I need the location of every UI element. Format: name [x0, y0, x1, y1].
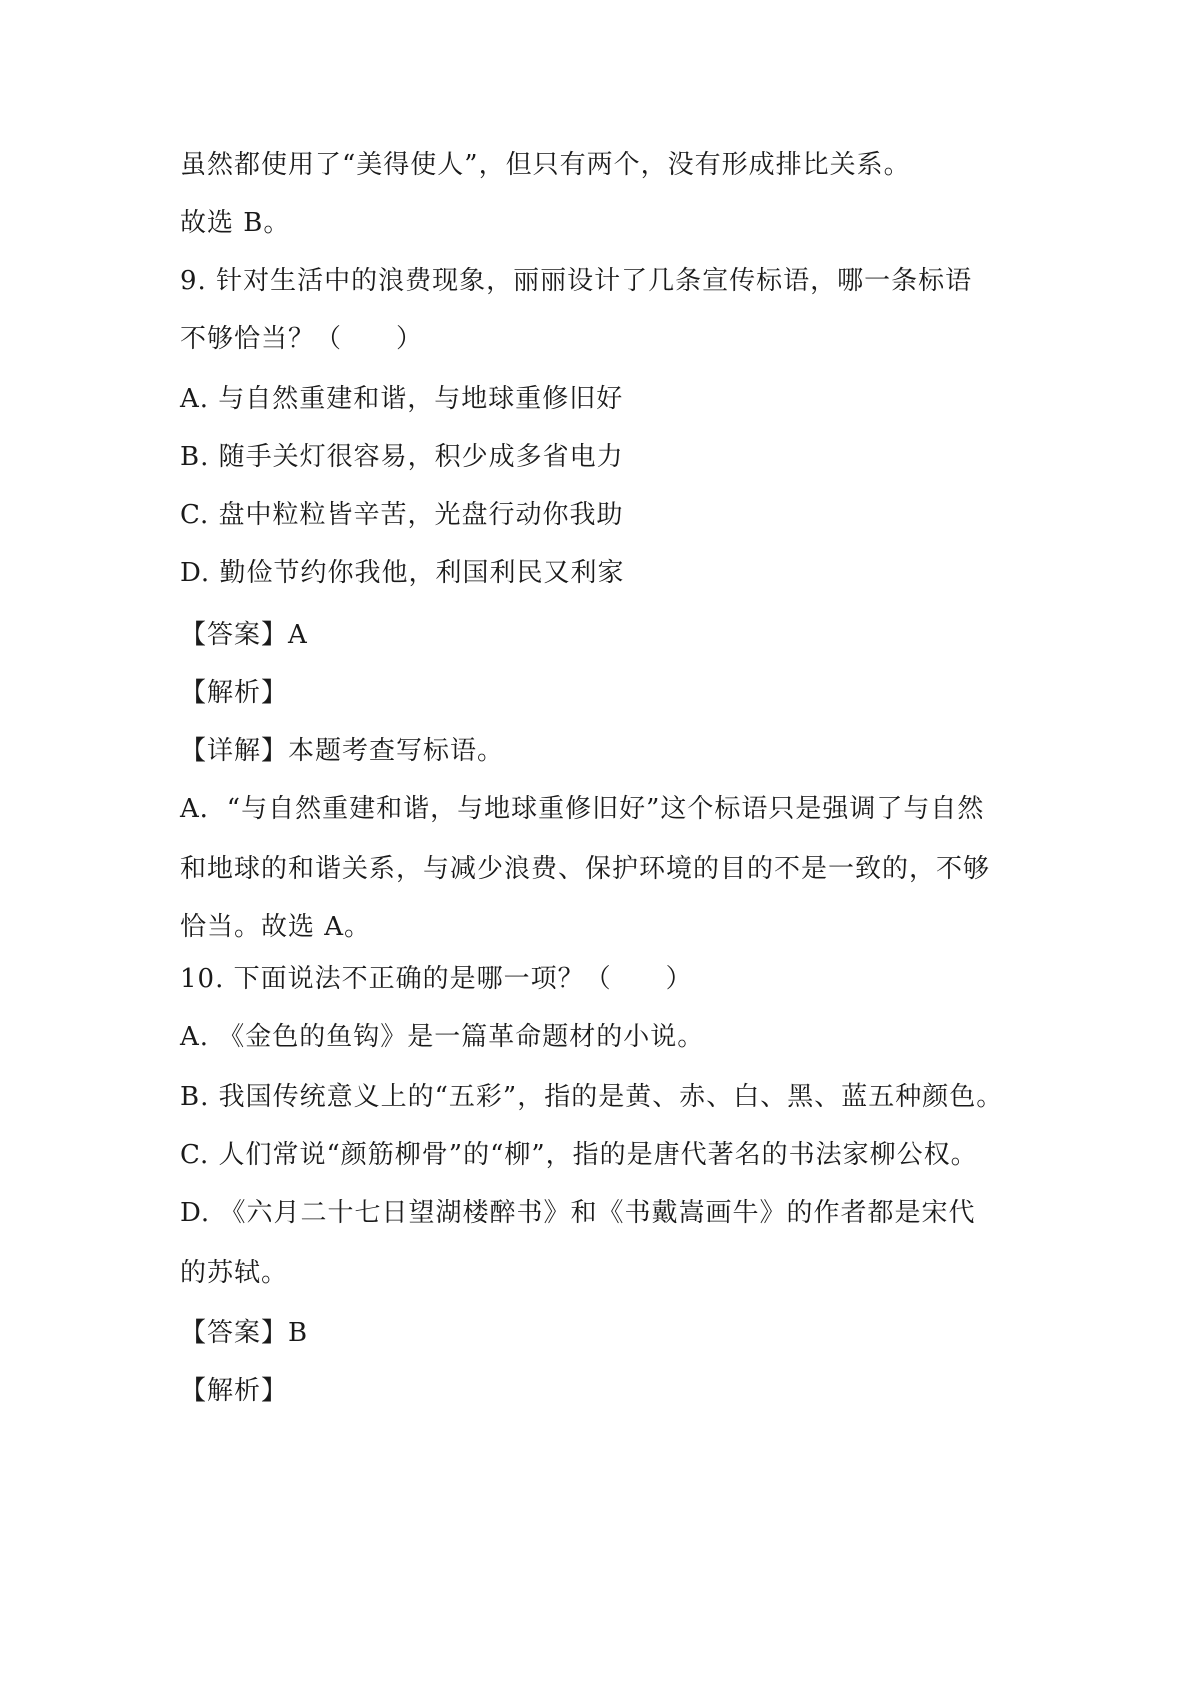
question-10-option-a: A. 《金色的鱼钩》是一篇革命题材的小说。 [180, 1022, 705, 1052]
question-10-option-c: C. 人们常说“颜筋柳骨”的“柳”，指的是唐代著名的书法家柳公权。 [180, 1140, 978, 1170]
question-10-answer: 【答案】B [180, 1318, 309, 1348]
question-9-option-c: C. 盘中粒粒皆辛苦，光盘行动你我助 [180, 500, 624, 530]
question-10-option-d: D. 《六月二十七日望湖楼醉书》和《书戴嵩画牛》的作者都是宋代 [180, 1198, 976, 1228]
text-line-prev-conclusion: 虽然都使用了“美得使人”，但只有两个，没有形成排比关系。 [180, 150, 911, 180]
question-9-explanation-1: A．“与自然重建和谐，与地球重修旧好”这个标语只是强调了与自然 [180, 794, 985, 824]
question-9-option-a: A. 与自然重建和谐，与地球重修旧好 [180, 384, 624, 414]
question-9-analysis-heading: 【解析】 [180, 678, 289, 708]
question-9-detail: 【详解】本题考查写标语。 [180, 736, 505, 766]
question-9-explanation-3: 恰当。故选 A。 [180, 912, 372, 942]
question-9-option-b: B. 随手关灯很容易，积少成多省电力 [180, 442, 624, 472]
question-10-stem: 10. 下面说法不正确的是哪一项？（ ） [180, 964, 693, 994]
question-9-option-d: D. 勤俭节约你我他，利国利民又利家 [180, 558, 625, 588]
text-line-prev-answer: 故选 B。 [180, 208, 291, 238]
question-10-option-b: B. 我国传统意义上的“五彩”，指的是黄、赤、白、黑、蓝五种颜色。 [180, 1082, 1004, 1112]
question-9-explanation-2: 和地球的和谐关系，与减少浪费、保护环境的目的不是一致的，不够 [180, 854, 991, 884]
question-9-stem-cont: 不够恰当？（ ） [180, 324, 424, 354]
question-9-answer: 【答案】A [180, 620, 308, 650]
question-10-analysis-heading: 【解析】 [180, 1376, 289, 1406]
question-9-stem: 9. 针对生活中的浪费现象，丽丽设计了几条宣传标语，哪一条标语 [180, 266, 973, 296]
question-10-option-d-cont: 的苏轼。 [180, 1258, 289, 1288]
